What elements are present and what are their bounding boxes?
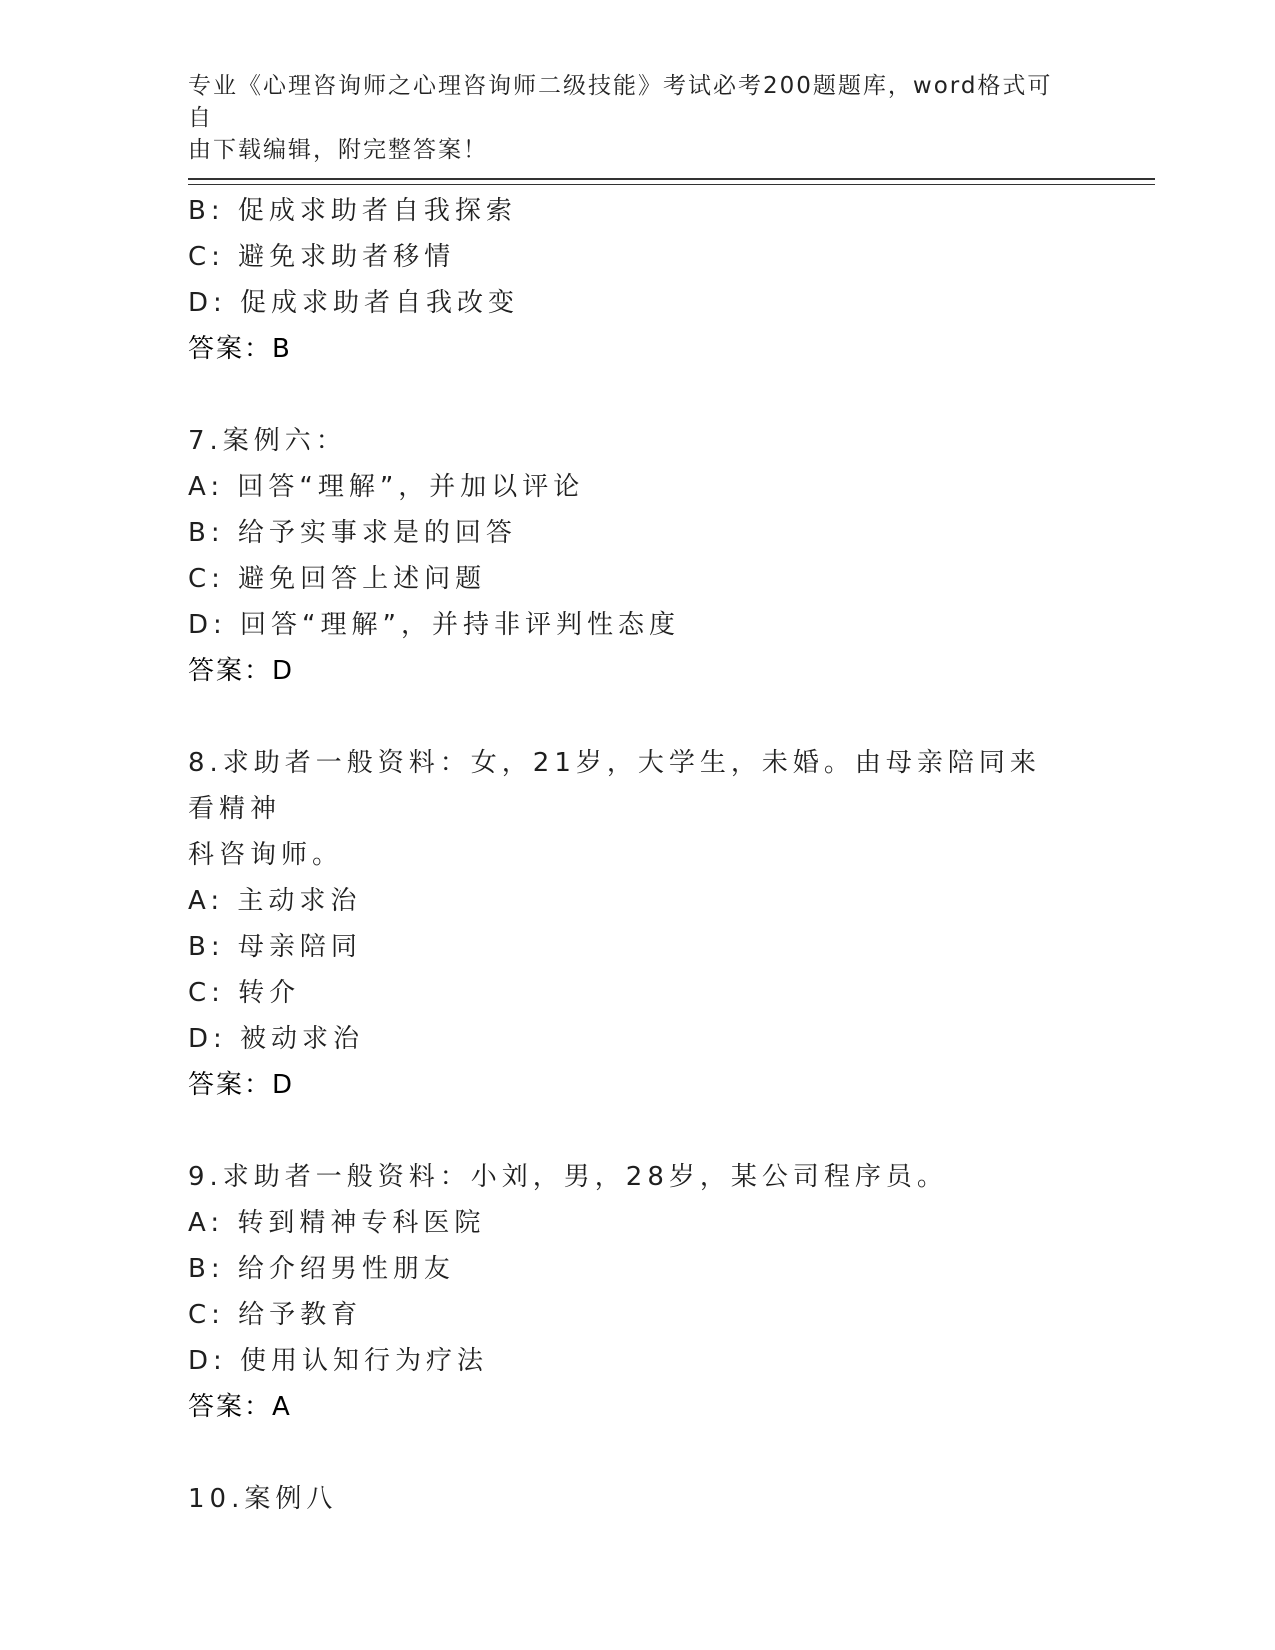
option-d: D: 促成求助者自我改变 (188, 288, 520, 318)
option-c: C: 转介 (188, 978, 301, 1008)
question-list (188, 188, 1088, 1522)
spacer (188, 1108, 1088, 1154)
question-stem: 8.求助者一般资料：女，21岁，大学生，未婚。由母亲陪同来看精神 (188, 748, 1041, 824)
option-c: C: 避免回答上述问题 (188, 564, 487, 594)
option-b: B: 促成求助者自我探索 (188, 196, 517, 226)
option-a: A: 转到精神专科医院 (188, 1208, 486, 1238)
question-7 (188, 418, 1088, 694)
header-divider-thick (188, 178, 1155, 180)
continued-question (188, 188, 1088, 372)
question-stem-continued: 科咨询师。 (188, 840, 344, 870)
option-b: B: 给予实事求是的回答 (188, 518, 517, 548)
question-stem: 10.案例八 (188, 1484, 338, 1514)
option-d: D: 使用认知行为疗法 (188, 1346, 489, 1376)
answer-line: 答案：D (188, 1070, 295, 1100)
option-c: C: 给予教育 (188, 1300, 363, 1330)
question-stem: 9.求助者一般资料：小刘，男，28岁，某公司程序员。 (188, 1162, 948, 1192)
header-title-line-2: 由下载编辑，附完整答案！ (188, 137, 488, 163)
option-b: B: 给介绍男性朋友 (188, 1254, 455, 1284)
header-title-line-1: 专业《心理咨询师之心理咨询师二级技能》考试必考200题题库，word格式可自 (188, 73, 1053, 131)
answer-line: 答案：A (188, 1392, 292, 1422)
spacer (188, 372, 1088, 418)
option-b: B: 母亲陪同 (188, 932, 362, 962)
spacer (188, 1430, 1088, 1476)
option-a: A: 主动求治 (188, 886, 362, 916)
option-a: A: 回答“理解”，并加以评论 (188, 472, 585, 502)
question-10 (188, 1476, 1088, 1522)
option-c: C: 避免求助者移情 (188, 242, 456, 272)
question-stem: 7.案例六： (188, 426, 347, 456)
spacer (188, 694, 1088, 740)
question-9 (188, 1154, 1088, 1430)
question-8 (188, 740, 1088, 1108)
header-divider-thin (188, 184, 1155, 185)
option-d: D: 被动求治 (188, 1024, 365, 1054)
option-d: D: 回答“理解”，并持非评判性态度 (188, 610, 680, 640)
document-header (188, 70, 1068, 166)
answer-line: 答案：B (188, 334, 292, 364)
answer-line: 答案：D (188, 656, 295, 686)
